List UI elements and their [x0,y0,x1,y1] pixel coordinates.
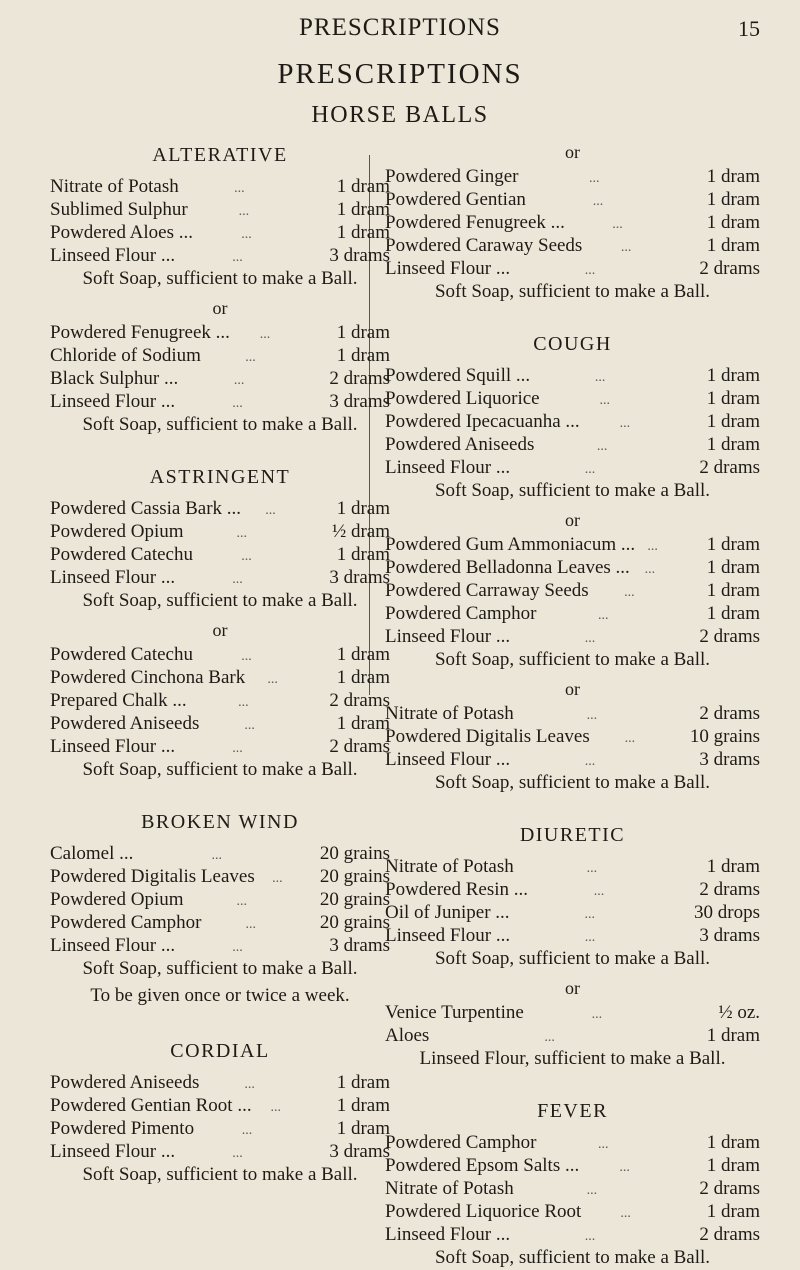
ingredient-name: Powdered Resin ... [385,879,529,900]
ingredient-row [385,165,760,188]
leader-dots: ... [596,439,608,454]
ingredient-row [385,1131,760,1154]
ingredient-name: Linseed Flour ... [50,567,176,588]
ingredient-quantity: 1 dram [336,222,390,243]
leader-dots: ... [259,327,271,342]
leader-dots: ... [644,562,656,577]
leader-dots: ... [232,741,243,756]
right-column [385,135,760,1270]
ingredient-row [50,689,390,712]
leader-dots: ... [591,1007,603,1022]
ingredient-quantity: 3 drams [699,925,760,946]
ingredient-name: Black Sulphur ... [50,368,179,389]
soap-line: Soft Soap, sufficient to make a Ball. [434,772,711,793]
running-title: PRESCRIPTIONS [299,14,501,41]
ingredient-quantity: 2 drams [699,1178,760,1199]
ingredient-quantity: 2 drams [329,368,390,389]
leader-dots: ... [620,1206,631,1221]
ingredient-quantity: 1 dram [336,322,390,343]
ingredient-quantity: 2 drams [699,258,760,279]
leader-dots: ... [624,585,635,600]
leader-dots: ... [612,217,623,232]
ingredient-row [50,520,390,543]
soap-line: Soft Soap, sufficient to make a Ball. [434,649,711,670]
leader-dots: ... [267,672,278,687]
or-separator: or [565,510,580,530]
leader-dots: ... [584,1229,596,1244]
ingredient-row [50,244,390,267]
ingredient-row [50,1071,390,1094]
ingredient-row [50,1094,390,1117]
ingredient-row [385,748,760,771]
ingredient-row [50,1140,390,1163]
ingredient-quantity: 3 drams [699,749,760,770]
leader-dots: ... [599,393,611,408]
ingredient-quantity: 1 dram [336,644,390,665]
leader-dots: ... [244,718,255,733]
ingredient-name: Nitrate of Potash [50,176,179,197]
ingredient-row [385,410,760,433]
leader-dots: ... [584,631,596,646]
ingredient-row [385,556,760,579]
leader-dots: ... [544,1030,555,1045]
ingredient-quantity: 1 dram [336,1118,390,1139]
ingredient-name: Linseed Flour ... [50,736,176,757]
ingredient-name: Powdered Aniseeds [50,713,200,734]
leader-dots: ... [584,930,596,945]
recipe-broken-wind [50,842,390,957]
soap-line: Soft Soap, sufficient to make a Ball. [434,1247,711,1268]
ingredient-quantity: 1 dram [336,544,390,565]
ingredient-row [385,456,760,479]
ingredient-row [385,602,760,625]
ingredient-row [385,1223,760,1246]
recipe-astringent-2 [50,643,390,758]
ingredient-row [385,257,760,280]
leader-dots: ... [619,1160,630,1175]
ingredient-name: Powdered Liquorice [385,388,540,409]
ingredient-row [50,497,390,520]
ingredient-name: Powdered Ipecacuanha ... [385,411,580,432]
ingredient-quantity: 1 dram [706,166,760,187]
leader-dots: ... [232,1146,243,1161]
ingredient-row [385,387,760,410]
leader-dots: ... [232,396,243,411]
or-separator: or [565,978,580,998]
leader-dots: ... [584,754,596,769]
leader-dots: ... [584,263,596,278]
leader-dots: ... [265,503,276,518]
leader-dots: ... [594,370,606,385]
recipe-alterative-1 [50,175,390,267]
ingredient-name: Venice Turpentine [385,1002,524,1023]
leader-dots: ... [270,1100,282,1115]
leader-dots: ... [232,940,243,955]
ingredient-quantity: 2 drams [699,457,760,478]
leader-dots: ... [245,917,256,932]
leader-dots: ... [236,526,247,541]
ingredient-row [385,1177,760,1200]
ingredient-quantity: 1 dram [706,1025,760,1046]
leader-dots: ... [233,373,245,388]
ingredient-quantity: 20 grains [319,889,390,910]
ingredient-quantity: 1 dram [336,176,390,197]
ingredient-row [50,543,390,566]
ingredient-quantity: 2 drams [329,736,390,757]
section-title-cough: COUGH [533,333,612,355]
ingredient-quantity: 20 grains [319,866,390,887]
ingredient-name: Powdered Carraway Seeds [385,580,589,601]
leader-dots: ... [620,240,632,255]
page-subtitle: HORSE BALLS [311,102,489,128]
ingredient-quantity: 3 drams [329,1141,390,1162]
ingredient-row [385,702,760,725]
leader-dots: ... [236,894,247,909]
leader-dots: ... [624,731,636,746]
ingredient-quantity: 2 drams [329,690,390,711]
page-number: 15 [738,16,760,41]
ingredient-quantity: 1 dram [706,856,760,877]
leader-dots: ... [647,539,658,554]
ingredient-row [50,566,390,589]
ingredient-quantity: 3 drams [329,935,390,956]
ingredient-name: Linseed Flour ... [385,457,511,478]
ingredient-quantity: 1 dram [336,667,390,688]
ingredient-quantity: 1 dram [706,434,760,455]
ingredient-row [385,433,760,456]
or-separator: or [565,679,580,699]
ingredient-name: Linseed Flour ... [50,935,176,956]
ingredient-row [50,367,390,390]
leader-dots: ... [619,416,631,431]
ingredient-quantity: 2 drams [699,1224,760,1245]
recipe-astringent-1 [50,497,390,589]
leader-dots: ... [593,884,605,899]
page-title: PRESCRIPTIONS [277,58,523,90]
ingredient-name: Powdered Digitalis Leaves [50,866,255,887]
ingredient-quantity: 20 grains [319,912,390,933]
soap-line: Soft Soap, sufficient to make a Ball. [434,948,711,969]
ingredient-name: Oil of Juniper ... [385,902,510,923]
ingredient-row [385,855,760,878]
ingredient-row [50,1117,390,1140]
ingredient-name: Linseed Flour ... [385,749,511,770]
leader-dots: ... [586,861,598,876]
ingredient-row [50,712,390,735]
ingredient-row [50,865,390,888]
ingredient-name: Powdered Fenugreek ... [50,322,230,343]
section-title-alterative: ALTERATIVE [152,144,288,166]
ingredient-quantity: 20 grains [319,843,390,864]
ingredient-name: Linseed Flour ... [385,925,511,946]
ingredient-row [385,901,760,924]
ingredient-name: Powdered Gentian [385,189,526,210]
recipe-cordial-2 [385,165,760,280]
ingredient-quantity: 1 dram [336,1072,390,1093]
ingredient-name: Linseed Flour ... [385,1224,511,1245]
ingredient-name: Powdered Gentian Root ... [50,1095,252,1116]
dosage-note: To be given once or twice a week. [90,985,350,1006]
ingredient-quantity: 1 dram [336,199,390,220]
ingredient-row [50,321,390,344]
ingredient-name: Powdered Catechu [50,544,193,565]
ingredient-name: Powdered Ginger [385,166,519,187]
leader-dots: ... [584,907,596,922]
ingredient-name: Powdered Opium [50,889,184,910]
ingredient-quantity: 1 dram [706,1132,760,1153]
ingredient-row [50,175,390,198]
leader-dots: ... [232,572,243,587]
ingredient-name: Aloes [385,1025,430,1046]
ingredient-name: Powdered Opium [50,521,184,542]
ingredient-quantity: 10 grains [689,726,760,747]
ingredient-name: Chloride of Sodium [50,345,201,366]
ingredient-quantity: ½ dram [331,521,390,542]
ingredient-quantity: 3 drams [329,391,390,412]
ingredient-row [385,188,760,211]
soap-line: Soft Soap, sufficient to make a Ball. [82,268,358,289]
section-title-astringent: ASTRINGENT [149,466,291,488]
section-title-diuretic: DIURETIC [519,824,626,846]
recipe-cough-3 [385,702,760,771]
or-separator: or [212,620,228,640]
ingredient-name: Linseed Flour ... [50,391,176,412]
leader-dots: ... [211,848,222,863]
leader-dots: ... [597,1137,609,1152]
leader-dots: ... [272,871,283,886]
ingredient-name: Nitrate of Potash [385,703,514,724]
ingredient-quantity: 2 drams [699,879,760,900]
or-separator: or [565,142,580,162]
ingredient-name: Powdered Fenugreek ... [385,212,565,233]
ingredient-row [385,533,760,556]
ingredient-quantity: 1 dram [336,345,390,366]
left-column [50,135,390,1187]
ingredient-quantity: 30 drops [694,902,760,923]
ingredient-row [50,911,390,934]
leader-dots: ... [241,649,252,664]
ingredient-name: Nitrate of Potash [385,1178,514,1199]
leader-dots: ... [241,227,252,242]
soap-line-linseed: Linseed Flour, sufficient to make a Ball. [419,1048,726,1069]
recipe-cordial-1 [50,1071,390,1163]
leader-dots: ... [245,350,256,365]
ingredient-name: Powdered Belladonna Leaves ... [385,557,630,578]
leader-dots: ... [241,1123,253,1138]
leader-dots: ... [584,462,596,477]
ingredient-quantity: 3 drams [329,567,390,588]
ingredient-name: Linseed Flour ... [385,626,511,647]
ingredient-name: Powdered Pimento [50,1118,195,1139]
ingredient-row [50,390,390,413]
ingredient-name: Powdered Caraway Seeds [385,235,583,256]
recipe-alterative-2 [50,321,390,413]
leader-dots: ... [586,708,598,723]
page-header [0,8,800,52]
ingredient-name: Powdered Aniseeds [50,1072,200,1093]
ingredient-quantity: 1 dram [706,388,760,409]
ingredient-quantity: 1 dram [706,1155,760,1176]
recipe-diuretic-1 [385,855,760,947]
ingredient-quantity: 1 dram [706,557,760,578]
ingredient-name: Powdered Camphor [385,603,537,624]
soap-line: Soft Soap, sufficient to make a Ball. [82,590,358,611]
ingredient-quantity: ½ oz. [718,1002,760,1023]
ingredient-row [50,735,390,758]
section-title-fever: FEVER [537,1100,608,1122]
ingredient-name: Powdered Aniseeds [385,434,535,455]
ingredient-quantity: 1 dram [706,534,760,555]
ingredient-quantity: 2 drams [699,626,760,647]
ingredient-name: Calomel ... [50,843,134,864]
ingredient-name: Powdered Camphor [50,912,202,933]
ingredient-quantity: 1 dram [336,1095,390,1116]
ingredient-quantity: 1 dram [706,1201,760,1222]
ingredient-row [385,211,760,234]
leader-dots: ... [238,695,249,710]
ingredient-quantity: 1 dram [336,498,390,519]
leader-dots: ... [232,250,243,265]
ingredient-name: Powdered Catechu [50,644,193,665]
soap-line: Soft Soap, sufficient to make a Ball. [82,759,358,780]
soap-line: Soft Soap, sufficient to make a Ball. [434,480,711,501]
ingredient-name: Powdered Digitalis Leaves [385,726,590,747]
ingredient-row [50,198,390,221]
ingredient-row [385,1200,760,1223]
ingredient-name: Linseed Flour ... [50,245,176,266]
ingredient-row [385,725,760,748]
ingredient-row [385,234,760,257]
section-title-broken-wind: BROKEN WIND [141,811,299,833]
leader-dots: ... [234,181,245,196]
ingredient-name: Powdered Aloes ... [50,222,194,243]
ingredient-row [50,221,390,244]
ingredient-row [385,924,760,947]
ingredient-row [385,878,760,901]
ingredient-name: Powdered Cassia Bark ... [50,498,242,519]
ingredient-quantity: 3 drams [329,245,390,266]
ingredient-row [385,1001,760,1024]
leader-dots: ... [592,194,604,209]
ingredient-quantity: 1 dram [706,603,760,624]
ingredient-name: Powdered Liquorice Root [385,1201,582,1222]
leader-dots: ... [244,1077,255,1092]
ingredient-quantity: 1 dram [706,189,760,210]
ingredient-name: Nitrate of Potash [385,856,514,877]
soap-line: Soft Soap, sufficient to make a Ball. [82,958,358,979]
ingredient-row [50,888,390,911]
ingredient-quantity: 1 dram [706,212,760,233]
ingredient-quantity: 1 dram [706,365,760,386]
section-title-cordial: CORDIAL [170,1040,270,1062]
ingredient-name: Linseed Flour ... [385,258,511,279]
leader-dots: ... [238,204,250,219]
ingredient-quantity: 1 dram [706,580,760,601]
leader-dots: ... [597,608,609,623]
ingredient-row [385,364,760,387]
leader-dots: ... [586,1183,598,1198]
recipe-cough-1 [385,364,760,479]
ingredient-quantity: 1 dram [706,235,760,256]
recipe-diuretic-2 [385,1001,760,1047]
recipe-cough-2 [385,533,760,648]
ingredient-row [50,344,390,367]
ingredient-quantity: 2 drams [699,703,760,724]
soap-line: Soft Soap, sufficient to make a Ball. [434,281,711,302]
ingredient-row [50,666,390,689]
soap-line: Soft Soap, sufficient to make a Ball. [82,414,358,435]
soap-line: Soft Soap, sufficient to make a Ball. [82,1164,358,1185]
ingredient-row [50,842,390,865]
ingredient-row [50,934,390,957]
recipe-fever [385,1131,760,1246]
or-separator: or [212,298,228,318]
ingredient-row [385,1154,760,1177]
leader-dots: ... [589,171,600,186]
ingredient-name: Linseed Flour ... [50,1141,176,1162]
leader-dots: ... [241,549,252,564]
ingredient-quantity: 1 dram [706,411,760,432]
ingredient-row [50,643,390,666]
ingredient-row [385,625,760,648]
ingredient-name: Prepared Chalk ... [50,690,187,711]
ingredient-name: Powdered Cinchona Bark [50,667,246,688]
ingredient-name: Powdered Squill ... [385,365,531,386]
ingredient-name: Sublimed Sulphur [50,199,188,220]
ingredient-row [385,579,760,602]
ingredient-name: Powdered Epsom Salts ... [385,1155,580,1176]
ingredient-quantity: 1 dram [336,713,390,734]
ingredient-name: Powdered Camphor [385,1132,537,1153]
ingredient-name: Powdered Gum Ammoniacum ... [385,534,636,555]
ingredient-row [385,1024,760,1047]
